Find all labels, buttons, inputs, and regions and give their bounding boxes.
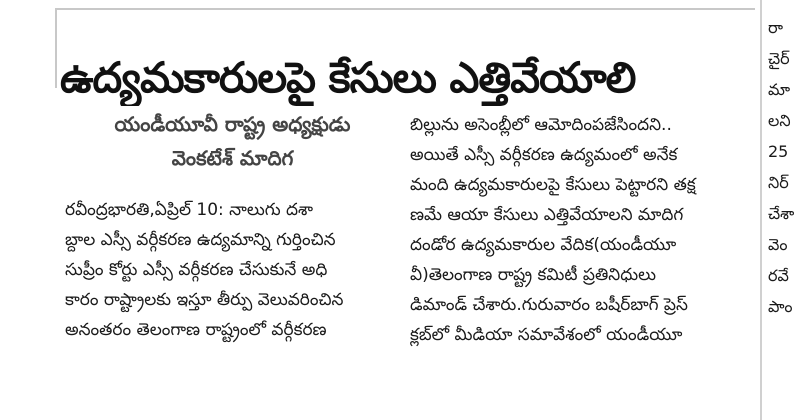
text-line: బ్దాల ఎస్సీ వర్గీకరణ ఉద్యమాన్ని గుర్తించిన [65, 230, 336, 250]
text-line: లని [768, 111, 791, 130]
text-line: రవే [768, 266, 789, 285]
text-line: బిల్లును అసెంబ్లీలో ఆమోదింపజేసిందని.. [410, 115, 672, 135]
subheadline-line-2: వెంకటేశ్ మాదిగ [171, 146, 294, 170]
subheadline-line-1: యండీయూవీ రాష్ట్ర అధ్యక్షుడు [114, 112, 351, 136]
top-border-rule [55, 8, 755, 10]
text-line: కారం రాష్ట్రాలకు ఇస్తూ తీర్పు వెలువరించిన [65, 290, 344, 310]
text-line: డిమాండ్ చేశారు.గురువారం బషీర్‌బాగ్ ప్రెస్ [410, 295, 688, 315]
text-line: మంది ఉద్యమకారులపై కేసులు పెట్టారని తక్ష [410, 175, 696, 195]
text-line: సుప్రీం కోర్టు ఎస్సీ వర్గీకరణ చేసుకునే అధి [65, 260, 328, 280]
adjacent-article-column [768, 12, 800, 322]
text-line: అనంతరం తెలంగాణ రాష్ట్రంలో వర్గీకరణ [65, 320, 327, 340]
text-line: నిర్ [768, 173, 789, 192]
left-border-rule [55, 8, 57, 88]
text-line: రవీంద్రభారతి,ఏప్రిల్ 10: నాలుగు దశా [65, 200, 313, 220]
text-line: ణమే ఆయా కేసులు ఎత్తివేయాలని మాదిగ [410, 205, 684, 225]
article-column-middle [410, 110, 750, 350]
text-line: పాం [768, 297, 793, 316]
text-line: అయితే ఎస్సీ వర్గీకరణ ఉద్యమంలో అనేక [410, 145, 678, 165]
text-line: రా [768, 18, 783, 37]
text-line: 25 [768, 142, 789, 161]
text-line: దండోర ఉద్యమకారుల వేదిక(యండీయూ [410, 235, 677, 255]
text-line: వీ)తెలంగాణ రాష్ట్ర కమిటీ ప్రతినిధులు [410, 265, 657, 285]
text-line: క్లబ్‌లో మీడియా సమావేశంలో యండీయూ [410, 325, 683, 345]
text-line: మా [768, 80, 791, 99]
article-column-left [65, 195, 400, 345]
text-line: చైర్ [768, 49, 790, 68]
headline: ఉద్యమకారులపై కేసులు ఎత్తివేయాలి [60, 53, 636, 103]
text-line: చేశా [768, 204, 795, 223]
text-line: వెం [768, 235, 788, 254]
column-separator-rule [760, 0, 762, 420]
